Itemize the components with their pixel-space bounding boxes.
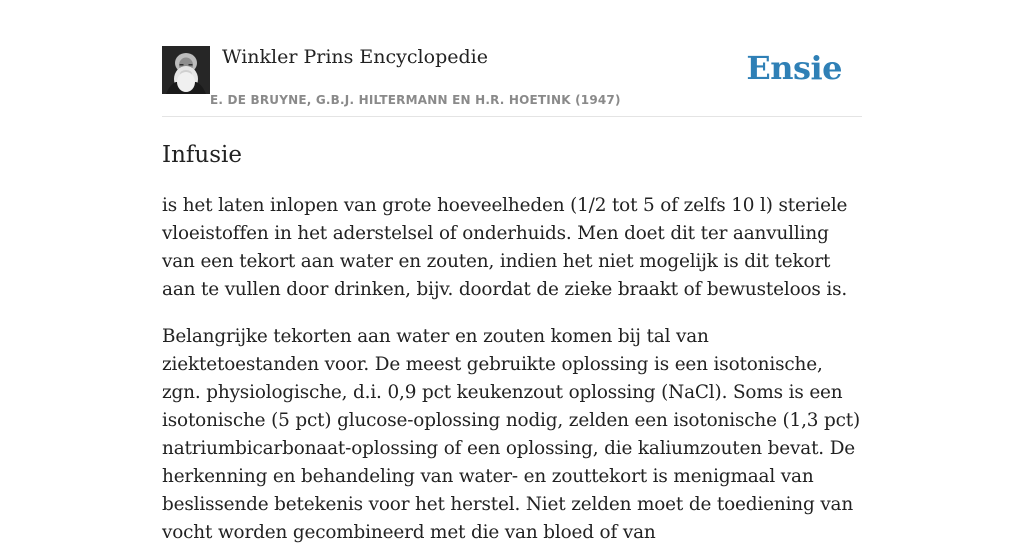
avatar	[162, 46, 210, 94]
site-title-link[interactable]: Winkler Prins Encyclopedie	[222, 46, 488, 68]
authors-line: E. DE BRUYNE, G.B.J. HILTERMANN EN H.R. HOETINK (1947)	[210, 93, 621, 107]
bearded-man-portrait-icon	[162, 46, 210, 94]
article-paragraph-2: Belangrijke tekorten aan water en zouten komen bij tal van ziektetoestanden voor. De meest gebruikte oplossing is een isotonische, zgn. physiologische, d.i. 0,9 pct keukenzout oplossing (NaCl). Soms is een isotonische (5 pct) glucose-oplossing nodig, zelden een isotonische (1,3 pct) natriumbicarbonaat-oplossing of een oplossing, die kaliumzouten bevat. De herkenning en behandeling van water- en zouttekort is menigmaal van beslissende betekenis voor het herstel. Niet zelden moet de toediening van vocht worden gecombineerd met die van bloed of van	[162, 326, 861, 543]
article-paragraph-1: is het laten inlopen van grote hoeveelheden (1/2 tot 5 of zelfs 10 l) steriele vloeistoffen in het aderstelsel of onderhuids. Men doet dit ter aanvulling van een tekort aan water en zouten, indien het niet mogelijk is dit tekort aan te vullen door drinken, bijv. doordat de zieke braakt of bewusteloos is.	[162, 195, 848, 300]
brand-logo[interactable]: Ensie	[746, 49, 842, 87]
article	[162, 140, 862, 547]
article-title: Infusie	[162, 142, 242, 168]
header	[162, 46, 862, 117]
